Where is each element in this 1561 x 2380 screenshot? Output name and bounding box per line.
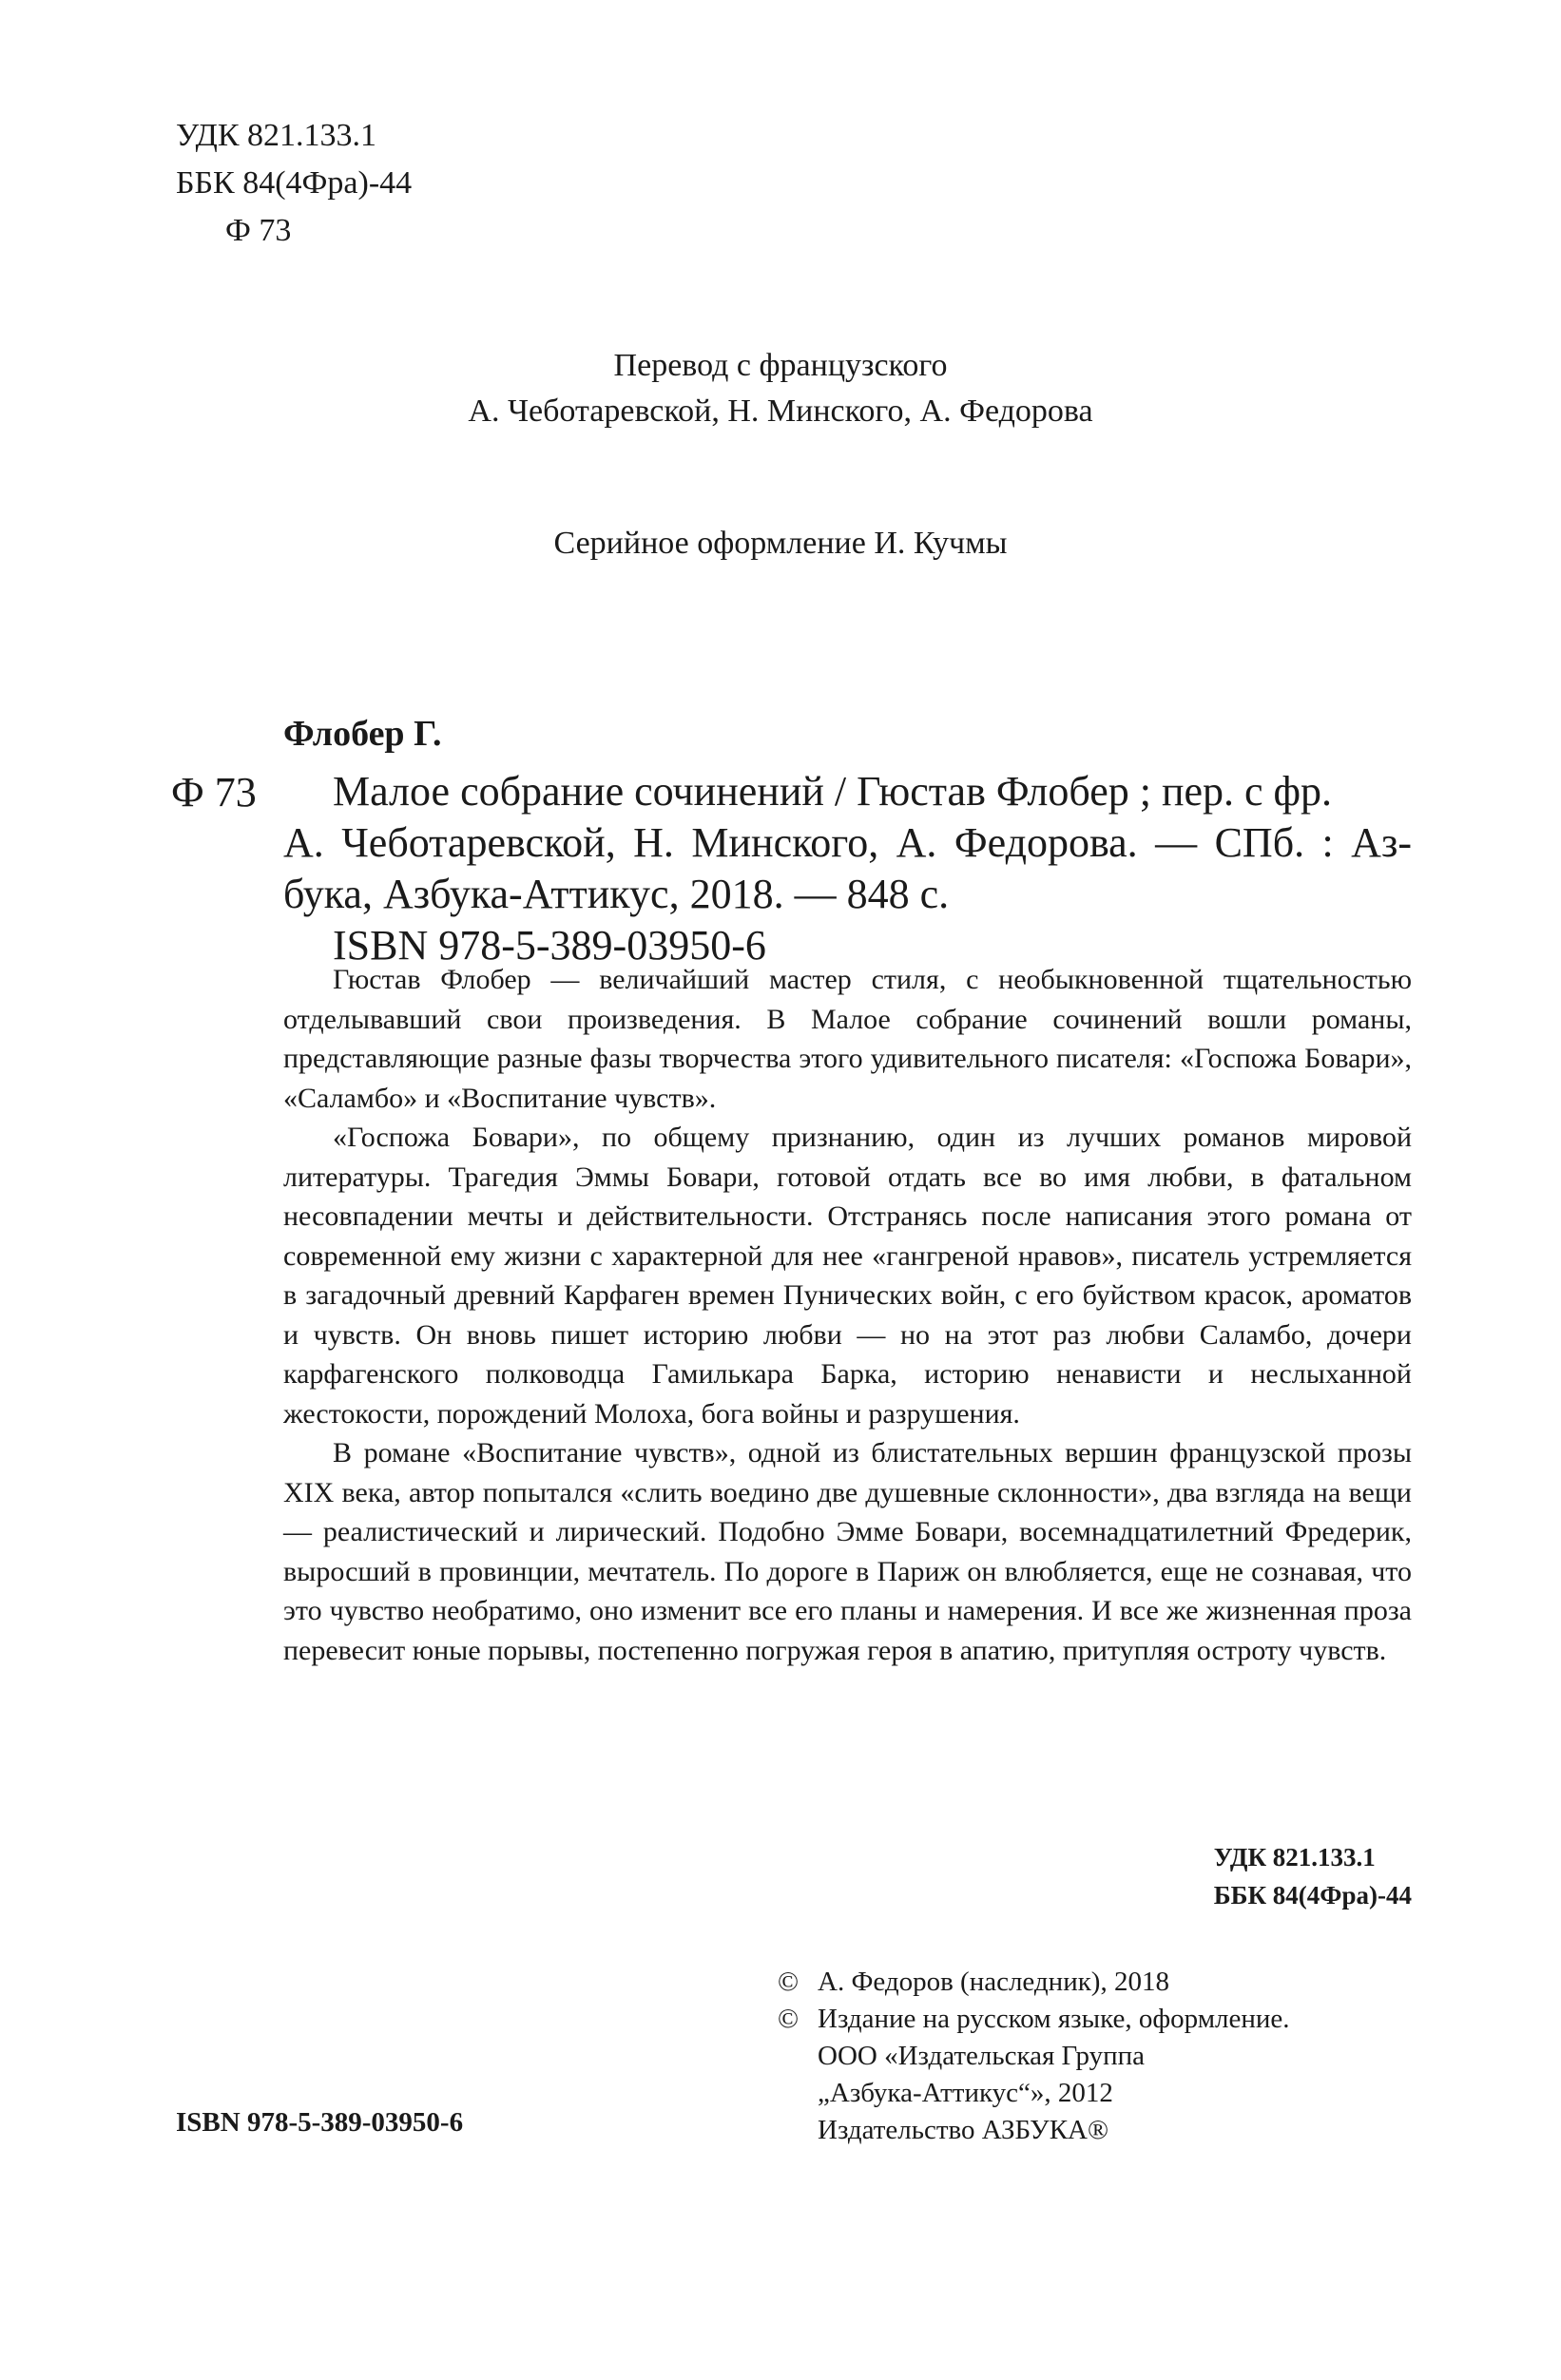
entry-title-line (333, 766, 1412, 817)
copyright-text: Издательство АЗБУКА® (818, 2115, 1109, 2145)
author-heading: Флобер Г. (283, 714, 442, 754)
annotation-paragraph: В романе «Воспитание чувств», одной из блистательных вершин французской прозы XIX века, автор попытался «слить воедино две душевные склонности», два взгляда на вещи — реалистический и лирический. Подобно Эмме Бовари, восемнадцатилетний Фредерик, выросший в провинции, мечтатель. По дороге в Париж он влюбляется, еще не сознавая, что это чувство необратимо, оно изменит все его планы и намерения. И все же жизненная проза перевесит юные порывы, постепенно погружая героя в апатию, притупляя остроту чувств. (283, 1437, 1412, 1666)
copyright-text: А. Федоров (наследник), 2018 (818, 1967, 1169, 1997)
udk-code: УДК 821.133.1 (176, 118, 377, 153)
copyright-block (778, 1964, 1290, 2149)
copyright-text: „Азбука-Аттикус“», 2012 (818, 2078, 1113, 2108)
entry-continuation-text: А. Чеботаревской, Н. Минского, А. Федорова. — СПб. : Аз- бука, Азбука-Аттикус, 2018. — 848 с. (283, 819, 1412, 917)
annotation-paragraph: «Госпожа Бовари», по общему признанию, один из лучших романов мировой литературы. Трагедия Эммы Бовари, готовой отдать все во имя любви, в фатальном несовпадении мечты и действительности. Отстранясь после написания этого романа от современной ему жизни с характерной для нее «гангреной нравов», писатель устремляется в загадочный древний Карфаген времен Пунических войн, с его буйством красок, ароматов и чувств. Он вновь пишет историю любви — но на этот раз любви Саламбо, дочери карфагенского полководца Гамилькара Барка, историю ненависти и неслыханной жестокости, порождений Молоха, бога войны и разрушения. (283, 1122, 1412, 1430)
translation-line-2: А. Чеботаревской, Н. Минского, А. Федорова (468, 393, 1093, 429)
translation-line-1: Перевод с французского (613, 348, 948, 383)
bbk-code: ББК 84(4Фра)-44 (176, 165, 413, 201)
series-design: Серийное оформление И. Кучмы (553, 526, 1008, 561)
copyright-icon: © (778, 2004, 800, 2034)
annotation (283, 960, 1412, 1670)
annotation-paragraph: Гюстав Флобер — величайший мастер стиля, с необыкновенной тщательностью отделывавший свои произведения. В Малое собрание сочинений вошли романы, представляющие разные фазы творчества этого удивительного писателя: «Госпожа Бовари», «Саламбо» и «Воспитание чувств». (283, 964, 1412, 1114)
footer-udk: УДК 821.133.1 (1213, 1843, 1376, 1871)
entry-first-line: Малое собрание сочинений / Гюстав Флобер ; пер. с фр. (333, 768, 1333, 815)
author-mark: Ф 73 (225, 213, 292, 248)
copyright-row (778, 2001, 1290, 2038)
footer-classification (1214, 1838, 1412, 1914)
classification-block (176, 112, 412, 255)
footer-bbk: ББК 84(4Фра)-44 (1213, 1881, 1412, 1910)
copyright-text: ООО «Издательская Группа (818, 2041, 1146, 2071)
copyright-row (778, 1964, 1290, 2001)
copyright-icon: © (778, 1967, 800, 1997)
copyright-text: Издание на русском языке, оформление. (818, 2004, 1290, 2034)
entry-isbn: ISBN 978-5-389-03950-6 (333, 922, 766, 969)
entry-code: Ф 73 (171, 769, 257, 816)
entry-continuation (283, 817, 1412, 971)
isbn-footer: ISBN 978-5-389-03950-6 (176, 2107, 464, 2138)
